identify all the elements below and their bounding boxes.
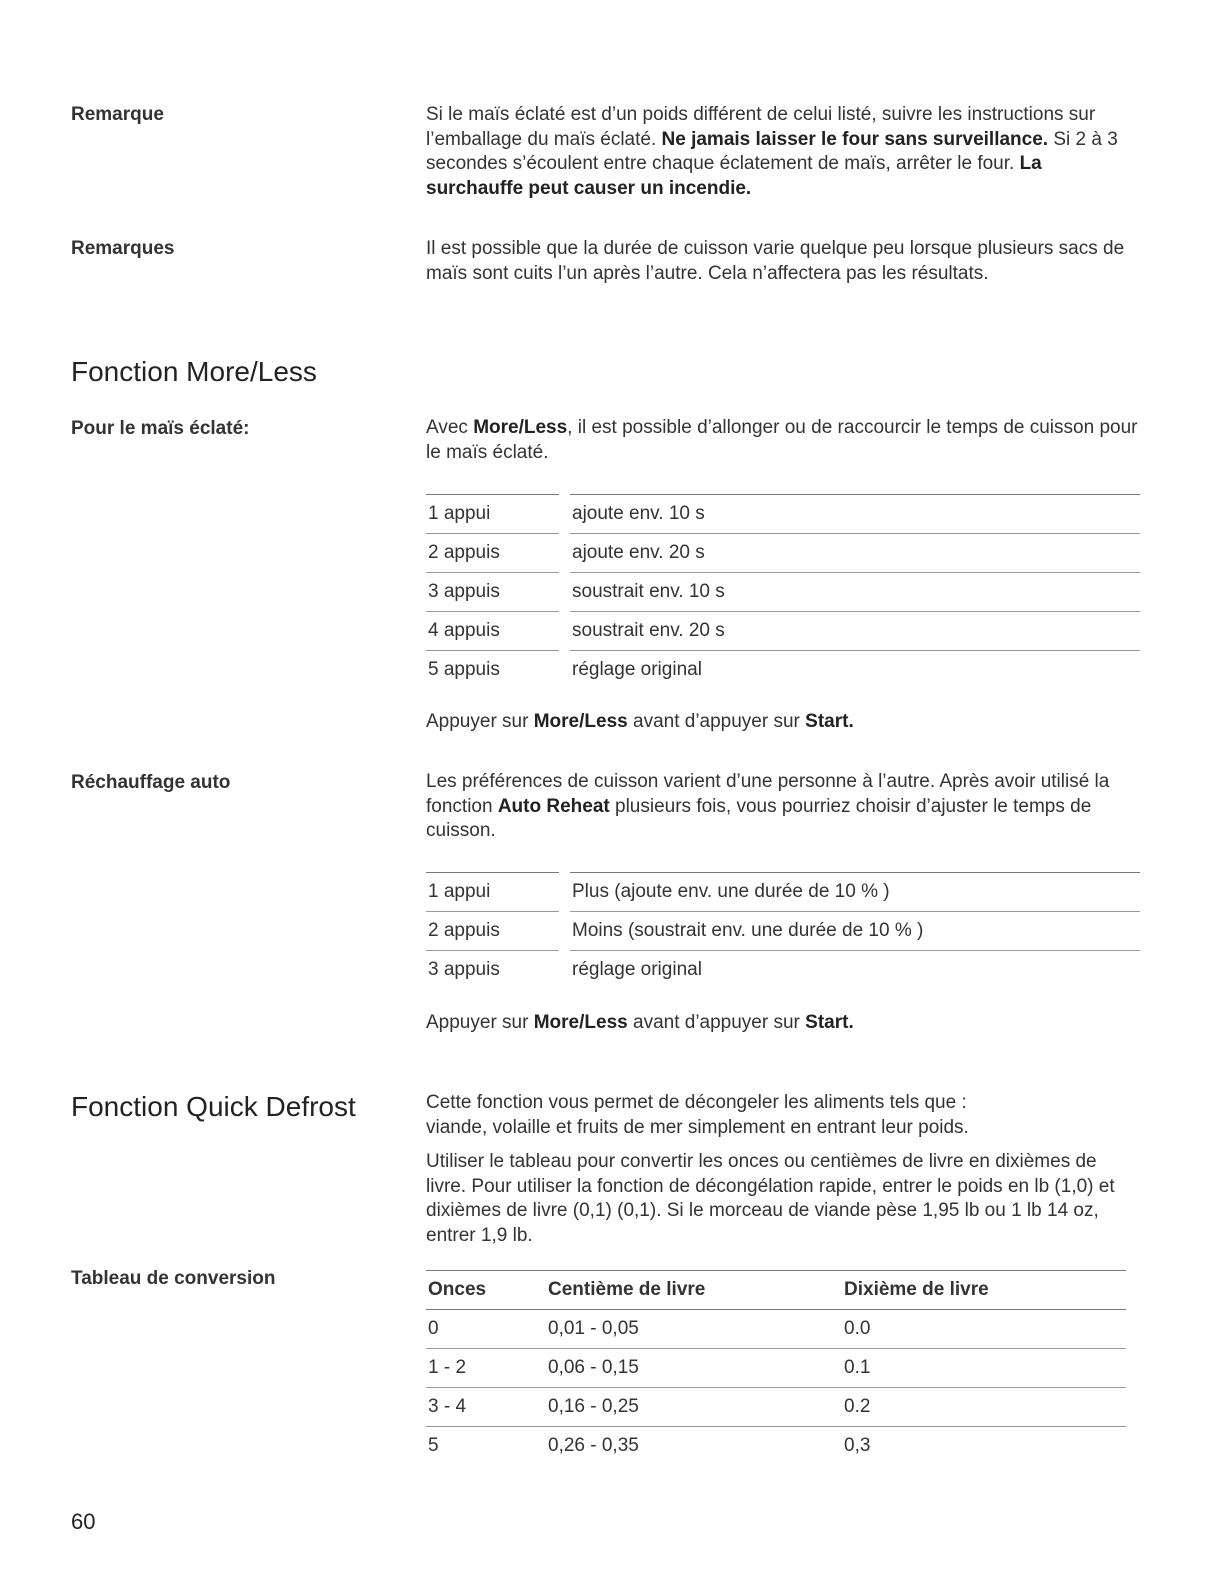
remarque-bold-2: La surchauffe peut causer un incendie. — [426, 153, 1042, 199]
cell-centieme: 0,16 - 0,25 — [546, 1388, 842, 1427]
note-text: avant d’appuyer sur — [627, 1012, 806, 1033]
table-row — [426, 873, 1140, 912]
reheat-text-post: plusieurs fois, vous pourriez choisir d’ajuster le temps de cuisson. — [426, 795, 1092, 841]
table-row — [426, 1427, 1126, 1466]
reheat-label: Réchauffage auto — [71, 772, 231, 793]
quick-defrost-p2: Utiliser le tableau pour convertir les onces ou centièmes de livre en dixièmes de livre. Pour utiliser la fonction de décongélation rapide, entrer le poids en lb (1,0) et dixièmes de livre (0,1) (0,1). Si le morceau de viande pèse 1,95 lb ou 1 lb 14 oz, entrer 1,9 lb. — [426, 1151, 1115, 1246]
table-row — [426, 534, 1140, 573]
effect-cell: réglage original — [572, 959, 702, 980]
popcorn-note — [426, 710, 1138, 735]
cell-onces: 3 - 4 — [426, 1388, 546, 1427]
remarques-label: Remarques — [71, 238, 175, 259]
conversion-table — [426, 1270, 1126, 1465]
note-bold: Start. — [805, 711, 854, 732]
effect-cell: soustrait env. 10 s — [570, 573, 1140, 612]
effect-cell: Plus (ajoute env. une durée de 10 % ) — [570, 873, 1140, 912]
effect-cell: soustrait env. 20 s — [570, 612, 1140, 651]
effect-cell: réglage original — [572, 659, 702, 680]
cell-onces: 0 — [426, 1310, 546, 1349]
remarque-label: Remarque — [71, 104, 164, 125]
table-row — [426, 1388, 1126, 1427]
cell-dixieme: 0,3 — [844, 1435, 871, 1456]
reheat-table — [426, 872, 1140, 989]
popcorn-intro-pre: Avec — [426, 417, 474, 438]
remarque-text — [426, 103, 1138, 201]
reheat-text — [426, 770, 1138, 844]
popcorn-intro-post: , il est possible d’allonger ou de raccourcir le temps de cuisson pour le maïs éclaté. — [426, 417, 1138, 463]
table-row — [426, 573, 1140, 612]
cell-centieme: 0,26 - 0,35 — [548, 1435, 639, 1456]
cell-centieme: 0,06 - 0,15 — [546, 1349, 842, 1388]
table-row — [426, 612, 1140, 651]
effect-cell: ajoute env. 20 s — [570, 534, 1140, 573]
header-centieme: Centième de livre — [546, 1271, 842, 1310]
quick-defrost-p1: Cette fonction vous permet de décongeler les aliments tels que : viande, volaille et fruits de mer simplement en entrant leur poids. — [426, 1092, 969, 1138]
note-bold: More/Less — [533, 711, 628, 732]
header-dixieme: Dixième de livre — [842, 1271, 1126, 1310]
popcorn-intro-bold: More/Less — [473, 417, 568, 438]
conversion-table-label: Tableau de conversion — [71, 1268, 276, 1289]
table-header-row — [426, 1271, 1126, 1310]
presses-cell: 2 appuis — [426, 534, 559, 573]
note-text: avant d’appuyer sur — [627, 711, 806, 732]
effect-cell: ajoute env. 10 s — [570, 495, 1140, 534]
presses-cell: 3 appuis — [428, 959, 500, 980]
remarques-text: Il est possible que la durée de cuisson varie quelque peu lorsque plusieurs sacs de maïs sont cuits l’un après l’autre. Cela n’affectera pas les résultats. — [426, 238, 1125, 284]
presses-cell: 3 appuis — [426, 573, 559, 612]
remarque-bold-1: Ne jamais laisser le four sans surveillance. — [661, 128, 1049, 150]
table-row — [426, 495, 1140, 534]
cell-dixieme: 0.0 — [842, 1310, 1126, 1349]
cell-onces: 1 - 2 — [426, 1349, 546, 1388]
remarque-text-1: Si le maïs éclaté est d’un poids différent de celui listé, suivre les instructions sur l’emballage du maïs éclaté. — [426, 104, 1096, 150]
popcorn-intro — [426, 416, 1138, 465]
cell-dixieme: 0.1 — [842, 1349, 1126, 1388]
more-less-heading: Fonction More/Less — [71, 356, 317, 387]
header-onces: Onces — [426, 1271, 546, 1310]
cell-onces: 5 — [428, 1435, 439, 1456]
table-row — [426, 1310, 1126, 1349]
reheat-bold: Auto Reheat — [497, 795, 610, 817]
popcorn-label: Pour le maïs éclaté: — [71, 418, 250, 439]
page-number: 60 — [71, 1509, 96, 1534]
quick-defrost-heading: Fonction Quick Defrost — [71, 1091, 356, 1122]
table-row — [426, 951, 1140, 990]
presses-cell: 4 appuis — [426, 612, 559, 651]
presses-cell: 2 appuis — [426, 912, 559, 951]
note-bold: Start. — [805, 1012, 854, 1033]
table-row — [426, 651, 1140, 690]
presses-cell: 1 appui — [426, 495, 559, 534]
note-text: Appuyer sur — [426, 711, 534, 732]
effect-cell: Moins (soustrait env. une durée de 10 % ) — [570, 912, 1140, 951]
presses-cell: 5 appuis — [428, 659, 500, 680]
presses-cell: 1 appui — [426, 873, 559, 912]
reheat-text-pre: Les préférences de cuisson varient d’une personne à l’autre. Après avoir utilisé la fonction — [426, 771, 1110, 817]
popcorn-table — [426, 494, 1140, 689]
remarque-text-2: Si 2 à 3 secondes s’écoulent entre chaque éclatement de maïs, arrêter le four. — [426, 128, 1118, 174]
note-bold: More/Less — [533, 1012, 628, 1033]
table-row — [426, 912, 1140, 951]
reheat-note — [426, 1011, 1138, 1036]
cell-dixieme: 0.2 — [842, 1388, 1126, 1427]
table-row — [426, 1349, 1126, 1388]
cell-centieme: 0,01 - 0,05 — [546, 1310, 842, 1349]
note-text: Appuyer sur — [426, 1012, 534, 1033]
